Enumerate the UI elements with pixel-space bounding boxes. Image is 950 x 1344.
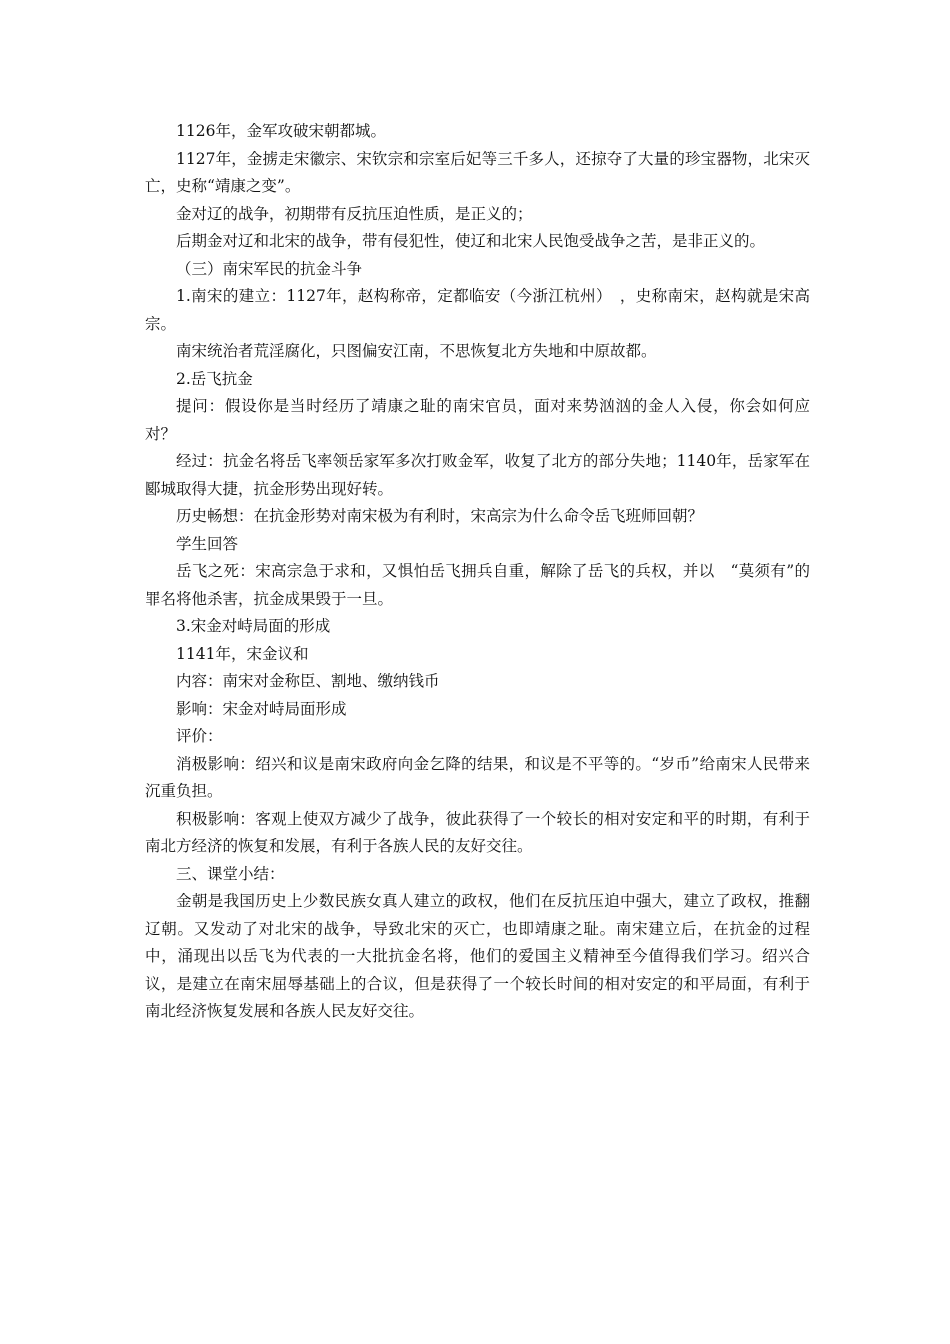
paragraph: 学生回答 — [176, 534, 239, 553]
paragraph: 1141年，宋金议和 — [176, 644, 309, 663]
subsection-heading: 3.宋金对峙局面的形成 — [176, 617, 331, 635]
paragraph: 积极影响：客观上使双方减少了战争，彼此获得了一个较长的相对安定和平的时期，有利于南北方经济的恢复和发展，有利于各族人民的友好交往。 — [145, 809, 810, 855]
paragraph: 经过：抗金名将岳飞率领岳家军多次打败金军，收复了北方的部分失地；1140年，岳家军在郾城取得大捷，抗金形势出现好转。 — [145, 452, 810, 498]
paragraph: 南宋统治者荒淫腐化，只图偏安江南，不思恢复北方失地和中原故都。 — [176, 342, 657, 360]
paragraph: 内容：南宋对金称臣、割地、缴纳钱币 — [176, 672, 440, 690]
paragraph: 消极影响：绍兴和议是南宋政府向金乞降的结果，和议是不平等的。“岁币”给南宋人民带来沉重负担。 — [145, 754, 810, 800]
section-heading: （三）南宋军民的抗金斗争 — [176, 259, 363, 278]
paragraph: 影响：宋金对峙局面形成 — [176, 699, 347, 718]
section-heading: 三、课堂小结： — [176, 864, 285, 883]
subsection-heading: 2.岳飞抗金 — [176, 369, 253, 388]
paragraph: 历史畅想：在抗金形势对南宋极为有利时，宋高宗为什么命令岳飞班师回朝？ — [176, 507, 704, 525]
paragraph: 岳飞之死：宋高宗急于求和，又惧怕岳飞拥兵自重，解除了岳飞的兵权，并以 “莫须有”的罪名将他杀害，抗金成果毁于一旦。 — [145, 562, 810, 608]
paragraph: 评价： — [176, 727, 223, 745]
paragraph: 1127年，金掳走宋徽宗、宋钦宗和宗室后妃等三千多人，还掠夺了大量的珍宝器物，北宋灭亡，史称“靖康之变”。 — [145, 149, 810, 195]
summary-paragraph: 金朝是我国历史上少数民族女真人建立的政权，他们在反抗压迫中强大，建立了政权，推翻辽朝。又发动了对北宋的战争，导致北宋的灭亡，也即靖康之耻。南宋建立后，在抗金的过程中，涌现出以岳飞为代表的一大批抗金名将，他们的爱国主义精神至今值得我们学习。绍兴合议，是建立在南宋屈辱基础上的合议，但是获得了一个较长时间的相对安定的和平局面，有利于南北经济恢复发展和各族人民友好交往。 — [145, 892, 810, 1020]
document-body — [145, 118, 810, 1026]
paragraph: 提问：假设你是当时经历了靖康之耻的南宋官员，面对来势汹汹的金人入侵，你会如何应对？ — [145, 397, 810, 443]
paragraph: 金对辽的战争，初期带有反抗压迫性质，是正义的； — [176, 204, 533, 223]
paragraph: 1.南宋的建立：1127年，赵构称帝，定都临安（今浙江杭州） ，史称南宋，赵构就是宋高宗。 — [145, 287, 810, 333]
paragraph: 后期金对辽和北宋的战争，带有侵犯性，使辽和北宋人民饱受战争之苦，是非正义的。 — [176, 232, 766, 250]
paragraph: 1126年，金军攻破宋朝都城。 — [176, 122, 386, 140]
